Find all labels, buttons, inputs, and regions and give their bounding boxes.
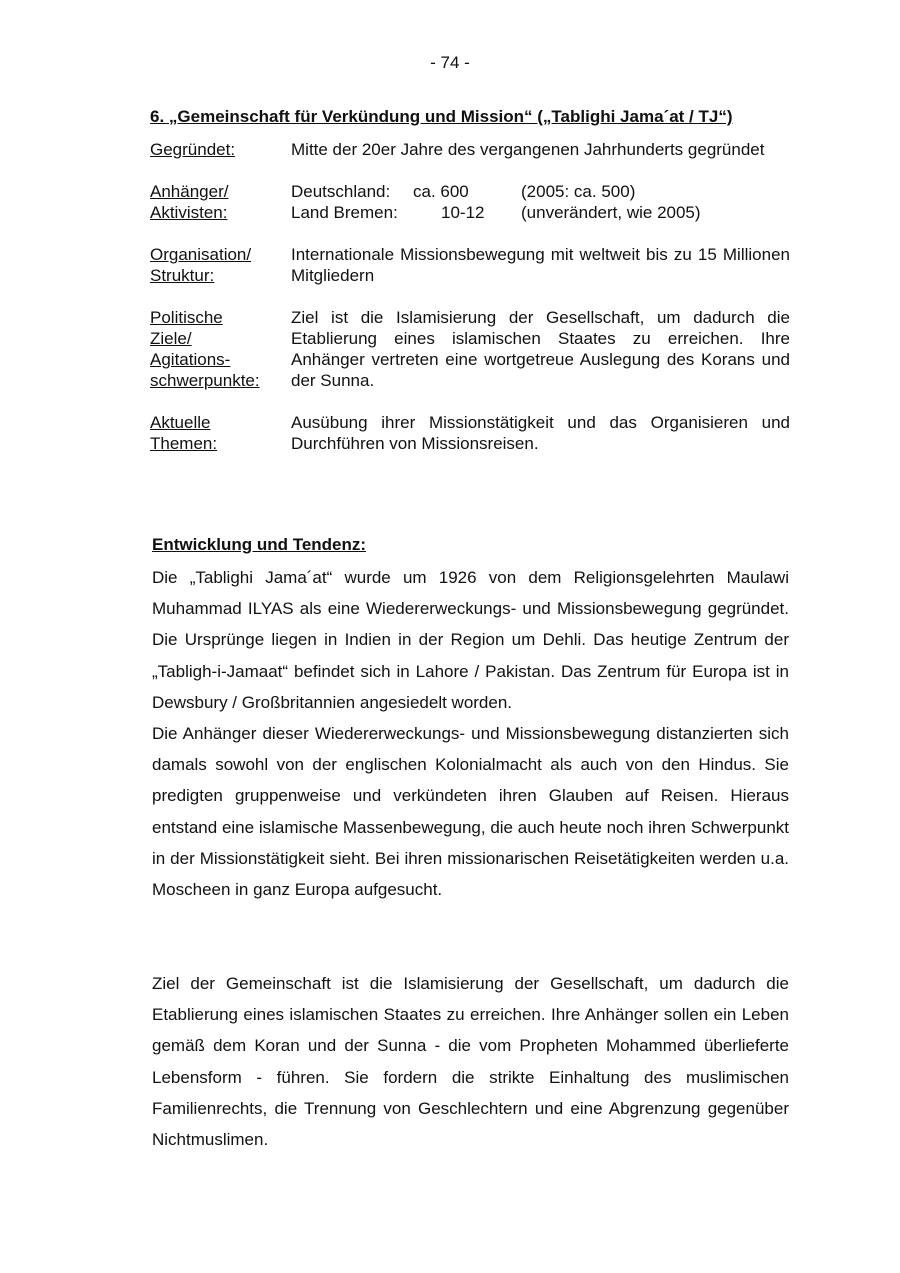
info-label-organisation: Organisation/ Struktur: (150, 245, 252, 285)
followers-row-germany: Deutschland: ca. 600 (2005: ca. 500) (291, 182, 636, 201)
page-number: - 74 - (430, 53, 470, 72)
development-heading: Entwicklung und Tendenz: (152, 535, 367, 554)
info-value-followers (291, 160, 790, 223)
development-paragraph-3: Ziel der Gemeinschaft ist die Islamisierung der Gesellschaft, um dadurch die Etablierung eines islamischen Staates zu erreichen. Ihre Anhänger sollen ein Leben gemäß dem Koran und der Sunna - die vom Propheten Mohammed überlieferte Lebensform - führen. Sie fordern die strikte Einhaltung des muslimischen Familienrechts, die Trennung von Geschlechtern und eine Abgrenzung gegenüber Nichtmuslimen. (152, 974, 789, 1150)
info-row-followers (150, 160, 790, 223)
info-label-followers: Anhänger/ Aktivisten: (150, 182, 229, 222)
info-value-organisation: Internationale Missionsbewegung mit weltweit bis zu 15 Millionen Mitgliedern (291, 245, 790, 285)
development-paragraph-2: Die Anhänger dieser Wiedererweckungs- und Missionsbewegung distanzierten sich damals sowohl von der englischen Kolonialmacht als auch von den Hindus. Sie predigten gruppenweise und verkündeten ihren Glauben auf Reisen. Hieraus entstand eine islamische Massenbewegung, die auch heute noch ihren Schwerpunkt in der Missionstätigkeit sieht. Bei ihren missionarischen Reisetätigkeiten werden u.a. Moscheen in ganz Europa aufgesucht. (152, 724, 789, 900)
info-value-goals: Ziel ist die Islamisierung der Gesellschaft, um dadurch die Etablierung eines islamischen Staates zu erreichen. Ihre Anhänger vertreten eine wortgetreue Auslegung des Korans und der Sunna. (291, 308, 790, 390)
info-row-goals (150, 286, 790, 391)
info-row-founded (150, 139, 790, 160)
info-value-topics: Ausübung ihrer Missionstätigkeit und das Organisieren und Durchführen von Missionsreisen. (291, 413, 790, 453)
info-label-founded: Gegründet: (150, 140, 236, 159)
info-table (150, 139, 790, 454)
info-row-topics (150, 391, 790, 454)
info-row-organisation (150, 223, 790, 286)
followers-row-bremen: Land Bremen: 10-12 (unverändert, wie 2005) (291, 203, 701, 222)
section-title: 6. „Gemeinschaft für Verkündung und Mission“ („Tablighi Jama´at / TJ“) (150, 107, 733, 126)
info-label-goals: Politische Ziele/ Agitations- schwerpunkte: (150, 308, 260, 390)
info-value-founded: Mitte der 20er Jahre des vergangenen Jahrhunderts gegründet (291, 140, 765, 159)
info-label-topics: Aktuelle Themen: (150, 413, 218, 453)
development-paragraph-1: Die „Tablighi Jama´at“ wurde um 1926 von dem Religionsgelehrten Maulawi Muhammad ILYAS als eine Wiedererweckungs- und Missionsbewegung gegründet. Die Ursprünge liegen in Indien in der Region um Dehli. Das heutige Zentrum der „Tabligh-i-Jamaat“ befindet sich in Lahore / Pakistan. Das Zentrum für Europa ist in Dewsbury / Großbritannien angesiedelt worden. (152, 568, 789, 712)
